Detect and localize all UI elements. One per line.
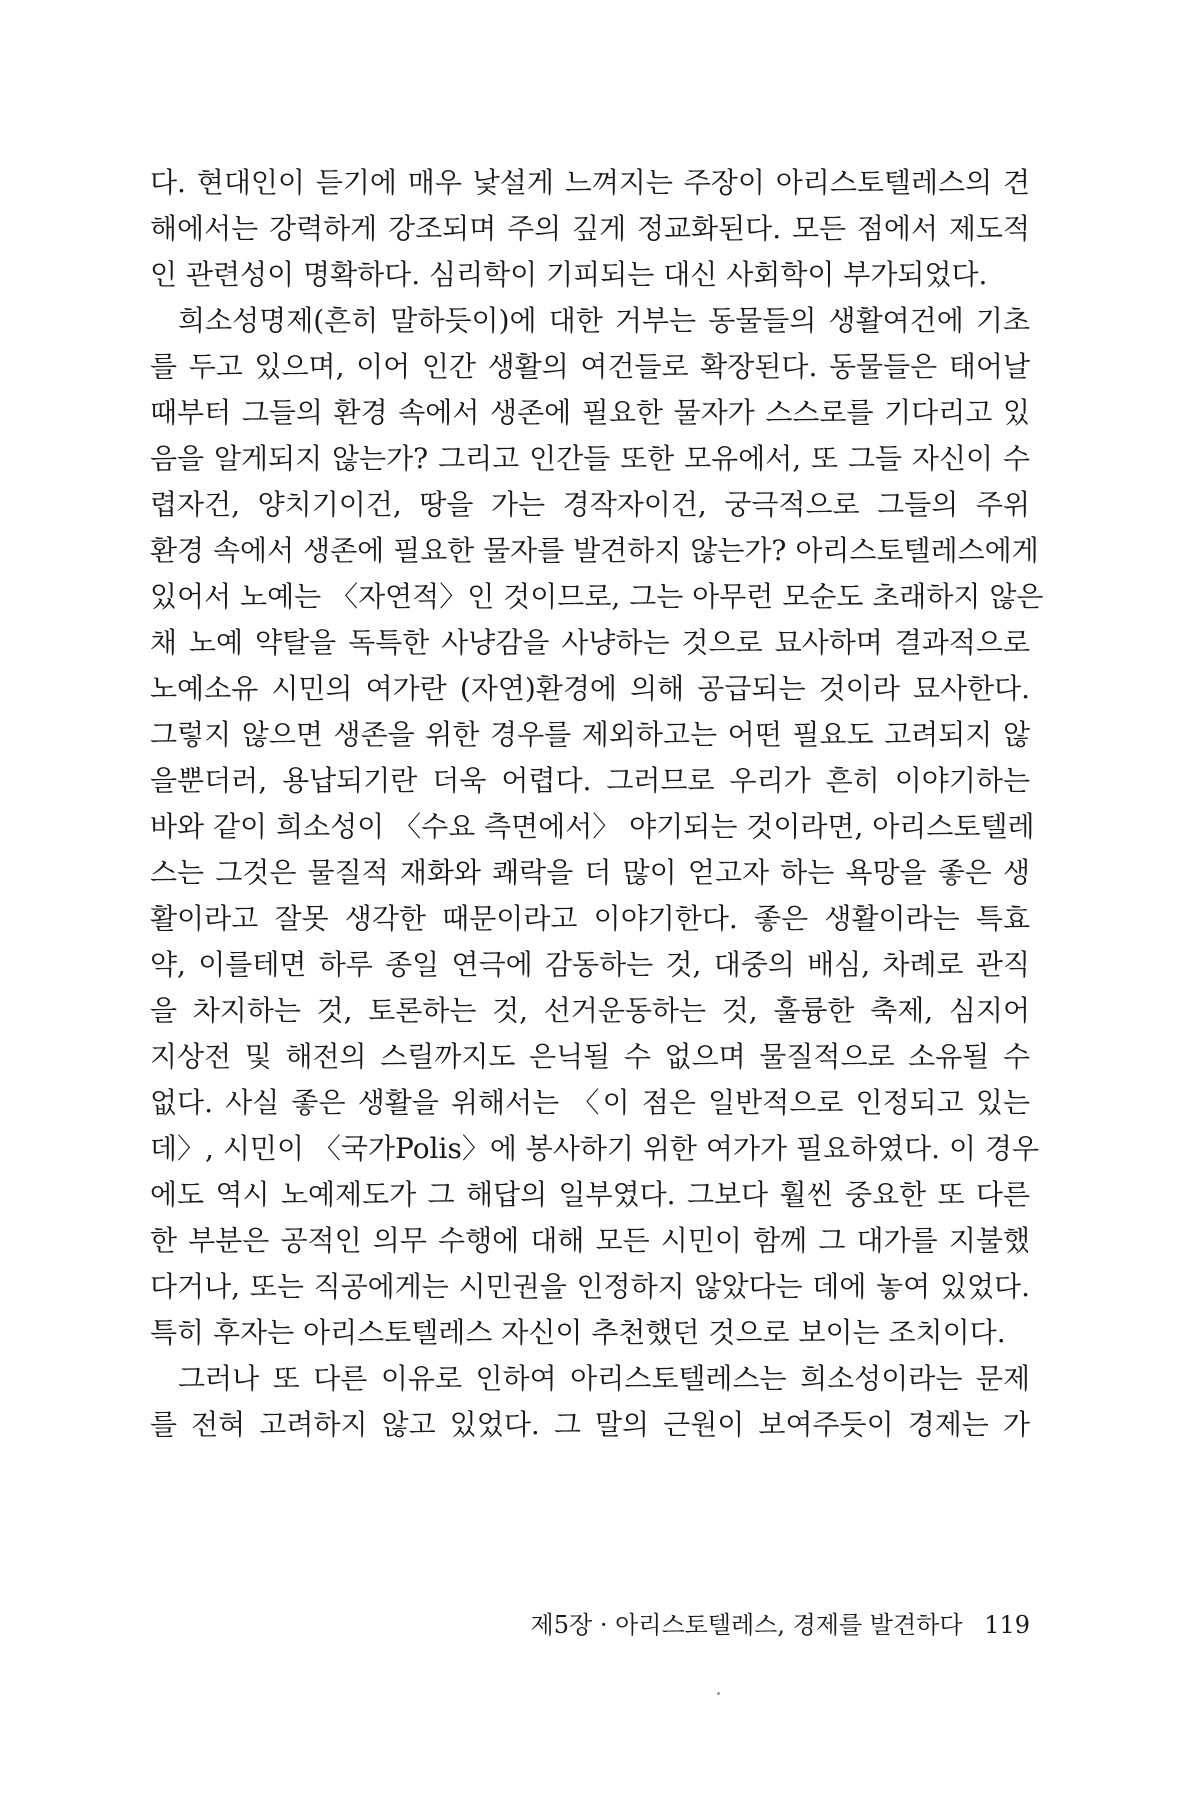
text-line: 약, 이를테면 하루 종일 연극에 감동하는 것, 대중의 배심, 차례로 관직 <box>150 948 1030 981</box>
text-line: 없다. 사실 좋은 생활을 위해서는 〈이 점은 일반적으로 인정되고 있는 <box>150 1086 1030 1119</box>
text-line: 지상전 및 해전의 스릴까지도 은닉될 수 없으며 물질적으로 소유될 수 <box>150 1040 1030 1073</box>
text-line: 해에서는 강력하게 강조되며 주의 깊게 정교화된다. 모든 점에서 제도적 <box>150 212 1030 245</box>
text-line: 스는 그것은 물질적 재화와 쾌락을 더 많이 얻고자 하는 욕망을 좋은 생 <box>150 856 1030 889</box>
text-line: 를 전혀 고려하지 않고 있었다. 그 말의 근원이 보여주듯이 경제는 가 <box>150 1408 1030 1441</box>
text-line: 음을 알게되지 않는가? 그리고 인간들 또한 모유에서, 또 그들 자신이 수 <box>150 442 1030 475</box>
text-line: 활이라고 잘못 생각한 때문이라고 이야기한다. 좋은 생활이라는 특효 <box>150 902 1030 935</box>
text-line: 을뿐더러, 용납되기란 더욱 어렵다. 그러므로 우리가 흔히 이야기하는 <box>150 764 1030 797</box>
text-line: 바와 같이 희소성이 〈수요 측면에서〉 야기되는 것이라면, 아리스토텔레 <box>150 810 1035 843</box>
text-line: 그렇지 않으면 생존을 위한 경우를 제외하고는 어떤 필요도 고려되지 않 <box>150 718 1030 751</box>
text-line: 있어서 노예는 〈자연적〉인 것이므로, 그는 아무런 모순도 초래하지 않은 <box>150 580 1044 613</box>
scan-speck <box>717 1692 720 1695</box>
text-line: 한 부분은 공적인 의무 수행에 대해 모든 시민이 함께 그 대가를 지불했 <box>150 1224 1030 1257</box>
body-text <box>150 160 1044 1448</box>
text-line: 희소성명제(흔히 말하듯이)에 대한 거부는 동물들의 생활여건에 기초 <box>178 304 1030 337</box>
page-footer <box>480 1610 1030 1640</box>
text-line: 데〉, 시민이 〈국가Polis〉에 봉사하기 위한 여가가 필요하였다. 이 경우 <box>150 1132 1040 1165</box>
running-title: 제5장 · 아리스토텔레스, 경제를 발견하다 <box>530 1611 963 1639</box>
text-line: 채 노예 약탈을 독특한 사냥감을 사냥하는 것으로 묘사하며 결과적으로 <box>150 626 1030 659</box>
text-line: 그러나 또 다른 이유로 인하여 아리스토텔레스는 희소성이라는 문제 <box>178 1362 1030 1395</box>
text-line: 렵자건, 양치기이건, 땅을 가는 경작자이건, 궁극적으로 그들의 주위 <box>150 488 1030 521</box>
text-line: 에도 역시 노예제도가 그 해답의 일부였다. 그보다 훨씬 중요한 또 다른 <box>150 1178 1030 1211</box>
text-line: 노예소유 시민의 여가란 (자연)환경에 의해 공급되는 것이라 묘사한다. <box>150 672 1030 705</box>
text-line: 을 차지하는 것, 토론하는 것, 선거운동하는 것, 훌륭한 축제, 심지어 <box>150 994 1030 1027</box>
text-line: 다거나, 또는 직공에게는 시민권을 인정하지 않았다는 데에 놓여 있었다. <box>150 1270 1030 1303</box>
text-line: 환경 속에서 생존에 필요한 물자를 발견하지 않는가? 아리스토텔레스에게 <box>150 534 1039 567</box>
page-number: 119 <box>984 1611 1030 1639</box>
text-line: 특히 후자는 아리스토텔레스 자신이 추천했던 것으로 보이는 조치이다. <box>150 1316 1006 1349</box>
text-line: 다. 현대인이 듣기에 매우 낯설게 느껴지는 주장이 아리스토텔레스의 견 <box>150 166 1030 199</box>
text-line: 인 관련성이 명확하다. 심리학이 기피되는 대신 사회학이 부가되었다. <box>150 258 988 291</box>
text-line: 를 두고 있으며, 이어 인간 생활의 여건들로 확장된다. 동물들은 태어날 <box>150 350 1030 383</box>
text-line: 때부터 그들의 환경 속에서 생존에 필요한 물자가 스스로를 기다리고 있 <box>150 396 1030 429</box>
